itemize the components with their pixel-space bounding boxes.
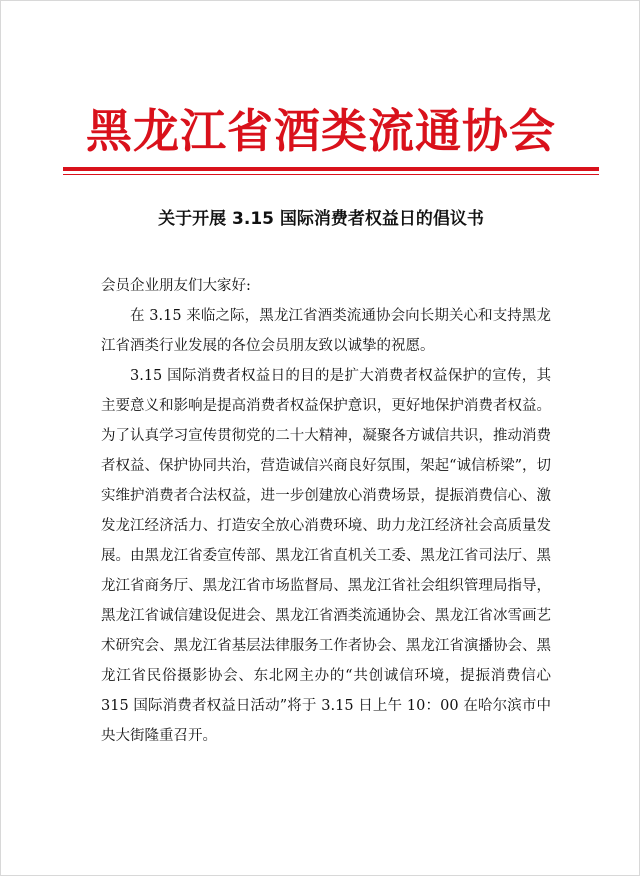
letterhead-divider-thick (63, 167, 599, 171)
paragraph-intro: 在 3.15 来临之际，黑龙江省酒类流通协会向长期关心和支持黑龙江省酒类行业发展的各位会员朋友致以诚挚的祝愿。 (101, 308, 551, 354)
greeting-line: 会员企业朋友们大家好: (101, 278, 251, 294)
document-title: 关于开展 3.15 国际消费者权益日的倡议书 (158, 209, 484, 229)
letterhead-divider-thin (63, 174, 599, 175)
paragraph-main: 3.15 国际消费者权益日的目的是扩大消费者权益保护的宣传，其主要意义和影响是提高消费者权益保护意识，更好地保护消费者权益。 为了认真学习宣传贯彻党的二十大精神，凝聚各方诚信共识，推动消费者权益、保护协同共治，营造诚信兴商良好氛围，架起“诚信桥梁”，切实维护消费者合法权益，进一步创建放心消费场景，提振消费信心、激发龙江经济活力、打造安全放心消费环境、助力龙江经济社会高质量发展。由黑龙江省委宣传部、黑龙江省直机关工委、黑龙江省司法厅、黑龙江省商务厅、黑龙江省市场监督局、黑龙江省社会组织管理局指导，黑龙江省诚信建设促进会、黑龙江省酒类流通协会、黑龙江省冰雪画艺术研究会、黑龙江省基层法律服务工作者协会、黑龙江省演播协会、黑龙江省民俗摄影协会、东北网主办的“共创诚信环境，提振消费信心 315 国际消费者权益日活动”将于 3.15 日上午 10：00 在哈尔滨市中央大街隆重召开。 (101, 368, 551, 744)
letterhead-org-name: 黑龙江省酒类流通协会 (86, 104, 556, 158)
document-body (101, 271, 551, 751)
